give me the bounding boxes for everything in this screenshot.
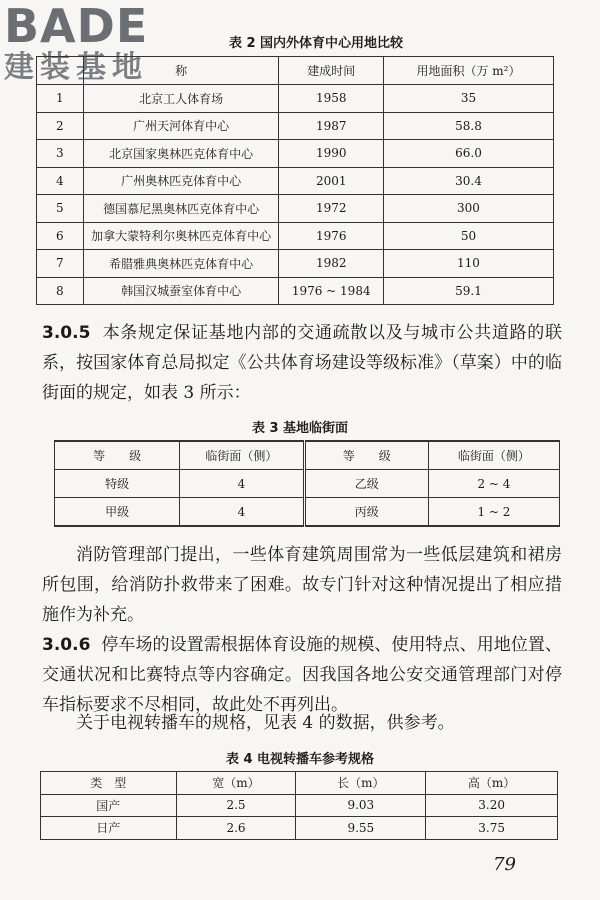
header-cell: 等 级 bbox=[304, 441, 428, 470]
table-row bbox=[37, 277, 554, 305]
cell: 日产 bbox=[41, 817, 177, 840]
cell: 1976 bbox=[279, 222, 383, 250]
cell: 北京国家奥林匹克体育中心 bbox=[83, 140, 279, 168]
cell: 35 bbox=[383, 85, 553, 113]
header-cell: 建成时间 bbox=[279, 57, 383, 85]
cell: 广州奥林匹克体育中心 bbox=[83, 167, 279, 195]
cell: 7 bbox=[37, 250, 84, 278]
table-header-row bbox=[41, 772, 558, 795]
table-row bbox=[55, 470, 560, 498]
cell: 韩国汉城蚕室体育中心 bbox=[83, 277, 279, 305]
cell: 1976 ~ 1984 bbox=[279, 277, 383, 305]
table2 bbox=[36, 56, 554, 305]
cell: 1 bbox=[37, 85, 84, 113]
table-row bbox=[37, 167, 554, 195]
cell: 6 bbox=[37, 222, 84, 250]
table-row bbox=[41, 817, 558, 840]
cell: 1990 bbox=[279, 140, 383, 168]
table-row bbox=[37, 140, 554, 168]
cell: 2 bbox=[37, 112, 84, 140]
cell: 2.5 bbox=[176, 794, 296, 817]
cell: 2.6 bbox=[176, 817, 296, 840]
logo-subtitle: 建装基地 bbox=[4, 50, 148, 85]
cell: 广州天河体育中心 bbox=[83, 112, 279, 140]
cell: 58.8 bbox=[383, 112, 553, 140]
page-number: 79 bbox=[493, 854, 516, 875]
cell: 德国慕尼黑奥林匹克体育中心 bbox=[83, 195, 279, 223]
section-number: 3.0.6 bbox=[42, 635, 91, 655]
header-cell: 宽（m） bbox=[176, 772, 296, 795]
cell: 1958 bbox=[279, 85, 383, 113]
table-row bbox=[37, 222, 554, 250]
cell: 3 bbox=[37, 140, 84, 168]
cell: 300 bbox=[383, 195, 553, 223]
paragraph-text: 本条规定保证基地内部的交通疏散以及与城市公共道路的联系，按国家体育总局拟定《公共体育场建设等级标准》（草案）中的临街面的规定，如表 3 所示： bbox=[42, 323, 562, 403]
cell: 3.75 bbox=[426, 817, 558, 840]
cell: 1 ~ 2 bbox=[428, 498, 559, 527]
table-header-row bbox=[37, 57, 554, 85]
paragraph-3-0-5 bbox=[42, 318, 562, 408]
header-cell: 用地面积（万 m²） bbox=[383, 57, 553, 85]
cell: 66.0 bbox=[383, 140, 553, 168]
header-cell: 等 级 bbox=[55, 441, 180, 470]
cell: 乙级 bbox=[304, 470, 428, 498]
cell: 希腊雅典奥林匹克体育中心 bbox=[83, 250, 279, 278]
paragraph-3-0-6 bbox=[42, 630, 562, 720]
cell: 加拿大蒙特利尔奥林匹克体育中心 bbox=[83, 222, 279, 250]
cell: 1982 bbox=[279, 250, 383, 278]
table4 bbox=[40, 771, 558, 840]
cell: 丙级 bbox=[304, 498, 428, 527]
table-row bbox=[37, 250, 554, 278]
header-cell: 临街面（侧） bbox=[180, 441, 304, 470]
cell: 3.20 bbox=[426, 794, 558, 817]
table-row bbox=[37, 85, 554, 113]
cell: 59.1 bbox=[383, 277, 553, 305]
cell: 特级 bbox=[55, 470, 180, 498]
cell: 2 ~ 4 bbox=[428, 470, 559, 498]
header-cell: 高（m） bbox=[426, 772, 558, 795]
table-header-row bbox=[55, 441, 560, 470]
cell: 北京工人体育场 bbox=[83, 85, 279, 113]
header-cell: 临街面（侧） bbox=[428, 441, 559, 470]
cell: 9.55 bbox=[296, 817, 426, 840]
cell: 甲级 bbox=[55, 498, 180, 527]
cell: 2001 bbox=[279, 167, 383, 195]
cell: 4 bbox=[180, 470, 304, 498]
table3 bbox=[54, 440, 560, 527]
header-cell: 称 bbox=[83, 57, 279, 85]
table4-caption: 表 4 电视转播车参考规格 bbox=[225, 752, 375, 767]
table-row bbox=[37, 195, 554, 223]
cell: 1972 bbox=[279, 195, 383, 223]
header-cell: 类 型 bbox=[41, 772, 177, 795]
cell: 8 bbox=[37, 277, 84, 305]
cell: 4 bbox=[180, 498, 304, 527]
section-number: 3.0.5 bbox=[42, 323, 91, 343]
cell: 50 bbox=[383, 222, 553, 250]
table3-caption: 表 3 基地临街面 bbox=[251, 421, 349, 436]
table-row bbox=[37, 112, 554, 140]
cell: 110 bbox=[383, 250, 553, 278]
header-cell: 长（m） bbox=[296, 772, 426, 795]
table2-caption: 表 2 国内外体育中心用地比较 bbox=[228, 36, 404, 51]
paragraph-fire: 消防管理部门提出，一些体育建筑周围常为一些低层建筑和裙房所包围，给消防扑救带来了困难。故专门针对这种情况提出了相应措施作为补充。 bbox=[42, 545, 562, 625]
header-cell bbox=[37, 57, 84, 85]
logo-brand: BADE bbox=[4, 0, 149, 53]
table-row bbox=[55, 498, 560, 527]
paragraph-text: 停车场的设置需根据体育设施的规模、使用特点、用地位置、交通状况和比赛特点等内容确定。因我国各地公安交通管理部门对停车指标要求不尽相同，故此处不再列出。 bbox=[42, 635, 562, 715]
cell: 5 bbox=[37, 195, 84, 223]
cell: 国产 bbox=[41, 794, 177, 817]
paragraph-tv: 关于电视转播车的规格，见表 4 的数据，供参考。 bbox=[76, 713, 455, 733]
cell: 4 bbox=[37, 167, 84, 195]
table-row bbox=[41, 794, 558, 817]
cell: 30.4 bbox=[383, 167, 553, 195]
cell: 1987 bbox=[279, 112, 383, 140]
cell: 9.03 bbox=[296, 794, 426, 817]
